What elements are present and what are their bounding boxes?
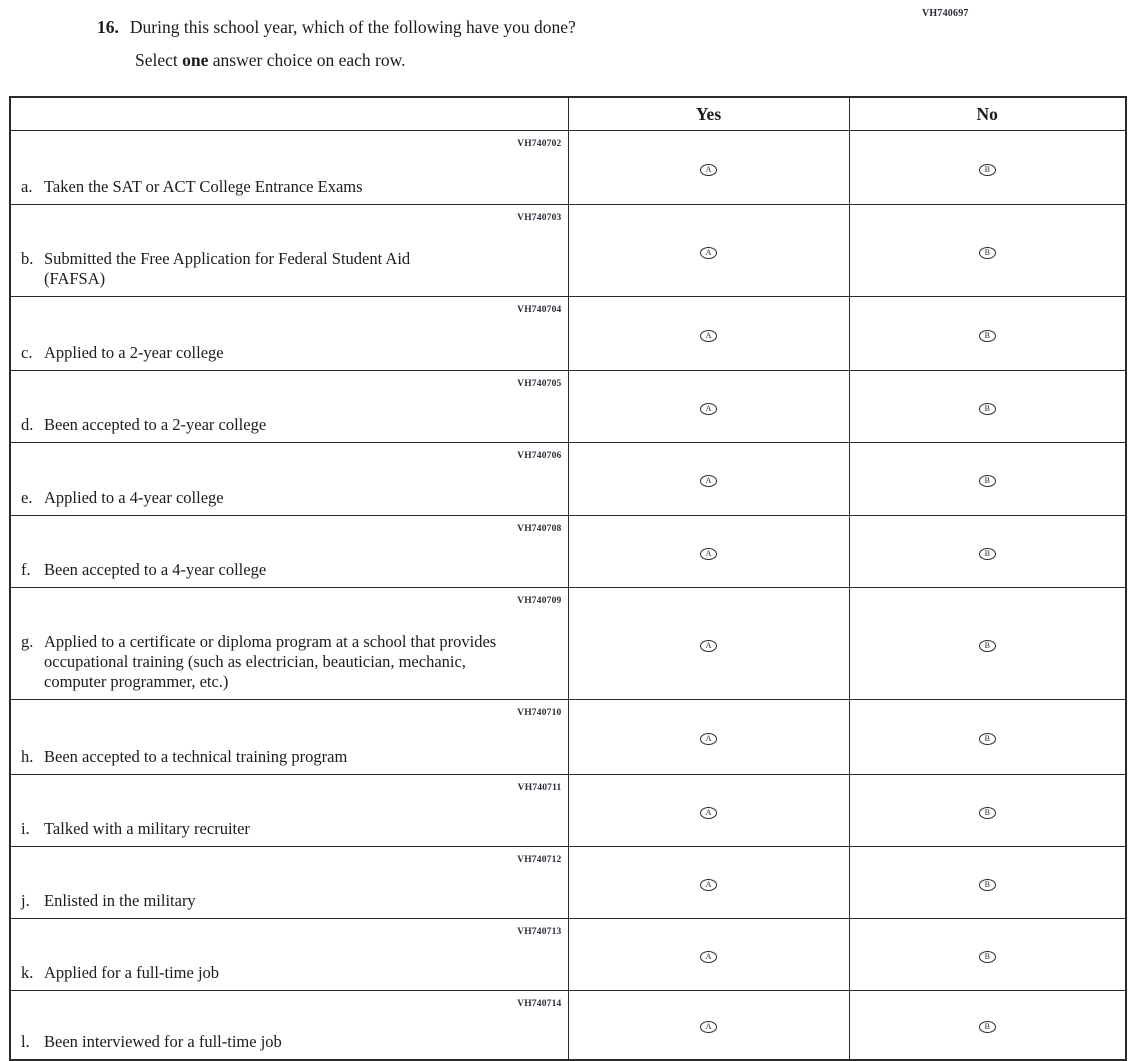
row-label-cell xyxy=(10,919,568,991)
table-row-b xyxy=(10,205,1126,297)
yes-cell xyxy=(568,775,849,847)
row-letter: l. xyxy=(21,1032,30,1051)
row-text: Submitted the Free Application for Federal Student Aid (FAFSA) xyxy=(44,249,411,288)
row-code: VH740702 xyxy=(517,139,562,149)
row-letter: g. xyxy=(21,632,34,651)
row-label-cell xyxy=(10,991,568,1061)
yes-cell xyxy=(568,991,849,1061)
row-label-cell xyxy=(10,131,568,205)
answer-bubble-no[interactable]: B xyxy=(979,807,996,819)
row-text: Been accepted to a 4-year college xyxy=(44,560,267,579)
answer-bubble-no[interactable]: B xyxy=(979,548,996,560)
row-letter: f. xyxy=(21,560,31,579)
table-row-c xyxy=(10,297,1126,371)
form-id: VH740697 xyxy=(922,8,969,19)
answer-bubble-yes[interactable]: A xyxy=(700,548,717,560)
instruction-prefix: Select xyxy=(135,50,183,70)
no-cell xyxy=(849,775,1126,847)
no-column-header: No xyxy=(849,97,1126,131)
answer-bubble-no[interactable]: B xyxy=(979,951,996,963)
row-letter: k. xyxy=(21,963,34,982)
yes-cell xyxy=(568,700,849,775)
instruction-bold-word: one xyxy=(182,50,209,70)
header-empty-cell xyxy=(10,97,568,131)
answer-bubble-yes[interactable]: A xyxy=(700,247,717,259)
row-text: Applied to a certificate or diploma program at a school that provides occupational training (such as electrician, beautician, mechanic, computer programmer, etc.) xyxy=(44,632,497,691)
table-row-f xyxy=(10,516,1126,588)
question-text: During this school year, which of the following have you done? xyxy=(129,17,576,37)
row-letter: a. xyxy=(21,177,33,196)
answer-bubble-no[interactable]: B xyxy=(979,247,996,259)
answer-bubble-no[interactable]: B xyxy=(979,640,996,652)
table-row-j xyxy=(10,847,1126,919)
table-row-i xyxy=(10,775,1126,847)
no-cell xyxy=(849,700,1126,775)
row-label-cell xyxy=(10,443,568,516)
answer-bubble-yes[interactable]: A xyxy=(700,1021,717,1033)
row-code: VH740713 xyxy=(517,927,562,937)
yes-cell xyxy=(568,131,849,205)
no-cell xyxy=(849,516,1126,588)
table-row-a xyxy=(10,131,1126,205)
row-code: VH740704 xyxy=(517,305,562,315)
answer-bubble-no[interactable]: B xyxy=(979,403,996,415)
answer-bubble-yes[interactable]: A xyxy=(700,733,717,745)
row-code: VH740712 xyxy=(517,855,562,865)
no-cell xyxy=(849,371,1126,443)
question-line xyxy=(97,15,1135,39)
no-cell xyxy=(849,297,1126,371)
row-label-cell xyxy=(10,847,568,919)
answer-bubble-no[interactable]: B xyxy=(979,164,996,176)
question-number: 16. xyxy=(97,17,119,37)
row-text: Talked with a military recruiter xyxy=(44,819,250,838)
no-cell xyxy=(849,588,1126,700)
answer-bubble-no[interactable]: B xyxy=(979,733,996,745)
row-code: VH740705 xyxy=(517,379,562,389)
row-code: VH740706 xyxy=(517,451,562,461)
yes-cell xyxy=(568,588,849,700)
instruction-suffix: answer choice on each row. xyxy=(208,50,406,70)
yes-cell xyxy=(568,297,849,371)
row-text: Taken the SAT or ACT College Entrance Exams xyxy=(44,177,363,196)
row-letter: c. xyxy=(21,343,33,362)
row-label-cell xyxy=(10,516,568,588)
row-letter: h. xyxy=(21,747,34,766)
answer-bubble-no[interactable]: B xyxy=(979,1021,996,1033)
row-text: Been accepted to a technical training program xyxy=(44,747,348,766)
row-label-cell xyxy=(10,775,568,847)
no-cell xyxy=(849,991,1126,1061)
no-cell xyxy=(849,131,1126,205)
no-cell xyxy=(849,443,1126,516)
row-code: VH740710 xyxy=(517,708,562,718)
header-row xyxy=(10,97,1126,131)
table-row-h xyxy=(10,700,1126,775)
row-code: VH740714 xyxy=(517,999,562,1009)
row-code: VH740708 xyxy=(517,524,562,534)
question-instruction xyxy=(135,48,1135,72)
row-label-cell xyxy=(10,700,568,775)
answer-bubble-yes[interactable]: A xyxy=(700,330,717,342)
row-letter: i. xyxy=(21,819,30,838)
yes-cell xyxy=(568,371,849,443)
row-letter: e. xyxy=(21,488,33,507)
row-text: Applied to a 2-year college xyxy=(44,343,224,362)
row-letter: d. xyxy=(21,415,34,434)
row-text: Been interviewed for a full-time job xyxy=(44,1032,282,1051)
row-code: VH740709 xyxy=(517,596,562,606)
answer-bubble-yes[interactable]: A xyxy=(700,403,717,415)
answer-bubble-no[interactable]: B xyxy=(979,330,996,342)
yes-column-header: Yes xyxy=(568,97,849,131)
answer-bubble-yes[interactable]: A xyxy=(700,164,717,176)
row-label-cell xyxy=(10,205,568,297)
table-row-e xyxy=(10,443,1126,516)
table-row-d xyxy=(10,371,1126,443)
row-label-cell xyxy=(10,588,568,700)
yes-cell xyxy=(568,919,849,991)
row-label-cell xyxy=(10,297,568,371)
row-text: Applied to a 4-year college xyxy=(44,488,224,507)
row-code: VH740703 xyxy=(517,213,562,223)
row-letter: j. xyxy=(21,891,30,910)
yes-cell xyxy=(568,443,849,516)
answer-bubble-yes[interactable]: A xyxy=(700,475,717,487)
row-text: Applied for a full-time job xyxy=(44,963,220,982)
answer-bubble-yes[interactable]: A xyxy=(700,951,717,963)
table-row-g xyxy=(10,588,1126,700)
row-code: VH740711 xyxy=(517,783,562,793)
answer-bubble-no[interactable]: B xyxy=(979,475,996,487)
table-row-l xyxy=(10,991,1126,1061)
answer-bubble-yes[interactable]: A xyxy=(700,879,717,891)
table-row-k xyxy=(10,919,1126,991)
row-letter: b. xyxy=(21,249,34,268)
yes-cell xyxy=(568,516,849,588)
no-cell xyxy=(849,919,1126,991)
answer-grid-table xyxy=(9,96,1127,1061)
yes-cell xyxy=(568,205,849,297)
row-label-cell xyxy=(10,371,568,443)
answer-bubble-yes[interactable]: A xyxy=(700,807,717,819)
row-text: Been accepted to a 2-year college xyxy=(44,415,267,434)
answer-bubble-no[interactable]: B xyxy=(979,879,996,891)
answer-bubble-yes[interactable]: A xyxy=(700,640,717,652)
no-cell xyxy=(849,205,1126,297)
yes-cell xyxy=(568,847,849,919)
no-cell xyxy=(849,847,1126,919)
row-text: Enlisted in the military xyxy=(44,891,196,910)
